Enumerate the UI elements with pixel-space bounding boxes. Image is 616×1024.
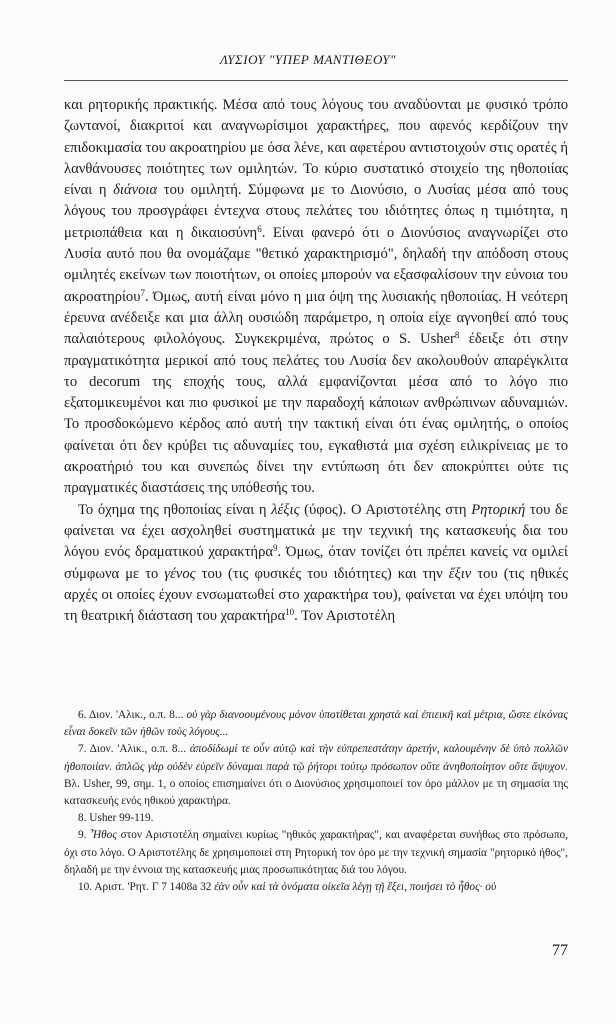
footnote-ref-8[interactable]: 8 [454,330,460,341]
footnote-9: 9. Ἦθος στον Αριστοτέλη σημαίνει κυρίως "ηθικός χαρακτήρας", και αναφέρεται συνήθως στο πρόσωπο, όχι στο λόγο. Ο Αριστοτέλης δε χρησιμοποιεί στη Ρητορική τον όρο με την τεχνική σημασία "ρητορικό ήθος", δηλαδή με την έννοια της κατασκευής μιας προσωπικότητας διά του λόγου. [64,829,569,876]
running-header: ΛΥΣΙΟΥ "ΥΠΕΡ ΜΑΝΤΙΘΕΟΥ" [220,52,396,67]
footnote-ref-6[interactable]: 6 [257,223,262,234]
footnote-ref-7[interactable]: 7 [140,287,145,298]
footnote-ref-9[interactable]: 9 [273,543,278,554]
footnotes [64,707,568,896]
footnote-10: 10. Αριστ. 'Ρητ. Γ 7 1408a 32 ἐὰν οὖν καὶ τὰ ὀνόματα οἰκεῖα λέγῃ τῇ ἕξει, ποιήσει τὸ ἦθος· οὐ [78,881,497,894]
emphasis-hexin: ἕξιν [448,565,472,582]
footnote-7: 7. Διον. 'Αλικ., ο.π. 8... ἀποδίδωμί τε οὖν αὐτῷ καὶ τὴν εὐπρεπεστάτην ἀρετήν, καλουμένην δὲ ὑπὸ πολλῶν ἠθοποιίαν. ἁπλῶς γὰρ οὐδὲν εὑρεῖν δύναμαι παρὰ τῷ ῥήτορι τούτῳ πρόσωπον οὔτε ἀνηθοποίητον οὔτε ἄψυχον. Βλ. Usher, 99, σημ. 1, ο οποίος επισημαίνει ότι ο Διονύσιος χρησιμοποιεί τον όρο μάλλον με τη σημασία της κατασκευής ενός ηθικού χαρακτήρα. [64,743,569,808]
footnote-6: 6. Διον. 'Αλικ., ο.π. 8... οὐ γὰρ διανοουμένους μόνον ὑποτίθεται χρηστὰ καὶ ἐπιεικῆ καὶ μέτρια, ὥστε εἰκόνας εἶναι δοκεῖν τῶν ἠθῶν τοὺς λόγους... [64,709,568,739]
emphasis-rhetoric: Ρητορική [471,501,526,518]
main-text [64,95,568,627]
footnote-8: 8. Usher 99-119. [78,812,154,825]
page-number: 77 [552,942,568,959]
paragraph-1: και ρητορικής πρακτικής. Μέσα από τους λόγους του αναδύονται με φυσικό τρόπο ζωντανοί, διακριτοί και αναγνωρίσιμοι χαρακτήρες, που αφενός κερδίζουν την επιδοκιμασία του ακροατηρίου με όσα λένε, και αφετέρου αντιστοιχούν στις ορατές ή λανθάνουσες ποιότητες των ομιλητών. Το κύριο συστατικό στοιχείο της ηθοποιίας είναι η διάνοια του ομιλητή. Σύμφωνα με το Διονύσιο, ο Λυσίας μέσα από τους λόγους του προσγράφει έντεχνα στους πελάτες του ιδιότητες όπως η τιμιότητα, η μετριοπάθεια και η δικαιοσύνη$^6$. Είναι φανερό ότι ο Διονύσιος αναγνωρίζει στο Λυσία αυτό που θα ονομάζαμε "θετικό χαρακτηρισμό", δηλαδή την απόδοση στους ομιλητές εκείνων των ποιοτήτων, οι οποίες μπορούν να εξασφαλίσουν την εύνοια του ακροατηρίου$^7$. Όμως, αυτή είναι μόνο η μια όψη της λυσιακής ηθοποιίας. Η νεότερη έρευνα ανέδειξε και μια άλλη ουσιώδη παράμετρο, η οποία είχε αγνοηθεί από τους παλαιότερους φιλολόγους. Συγκεκριμένα, πρώτος ο S. Usher$^8$ έδειξε ότι στην πραγματικότητα μερικοί από τους πελάτες του Λυσία δεν ακολουθούν απαρέγκλιτα το decorum της εποχής τους, αλλά εμφανίζονται μέσα από το λόγο πιο εξατομικευμένοι και πιο φυσικοί με την παραδοχή κάποιων ανθρώπινων αδυναμιών. Το προσδοκώμενο κέρδος από αυτή την τακτική είναι ότι ένας ομιλητής, ο οποίος φαίνεται ότι δεν κρύβει τις αδυναμίες του, εγκαθιστά μια σχέση ειλικρίνειας με το ακροατήριό του και συνεπώς δίνει την εντύπωση ότι δεν αποκρύπτει ούτε τις πραγματικές διαστάσεις της υπόθεσής του. [64,97,568,497]
emphasis-lexis: λέξις [271,501,300,518]
paragraph-2: Το όχημα της ηθοποιίας είναι η λέξις (ύφος). Ο Αριστοτέλης στη Ρητορική του δε φαίνεται να έχει ασχοληθεί συστηματικά με την τεχνική της κατασκευής δια του λόγου ενός δραματικού χαρακτήρα$^9$. Όμως, όταν τονίζει ότι πρέπει κανείς να ομιλεί σύμφωνα με το γένος του (τις φυσικές του ιδιότητες) και την ἕξιν του (τις ηθικές αρχές οι οποίες έχουν ενσωματωθεί στο χαρακτήρα του), φαίνεται να έχει υπόψη του τη θεατρική διάσταση του χαρακτήρα$^{10}$. Τον Αριστοτέλη [64,501,568,625]
emphasis-dianoia: διάνοια [113,182,158,199]
header-rule [64,80,568,81]
footnote-ref-10[interactable]: 10 [285,607,295,618]
emphasis-genos: γένος [164,565,196,582]
